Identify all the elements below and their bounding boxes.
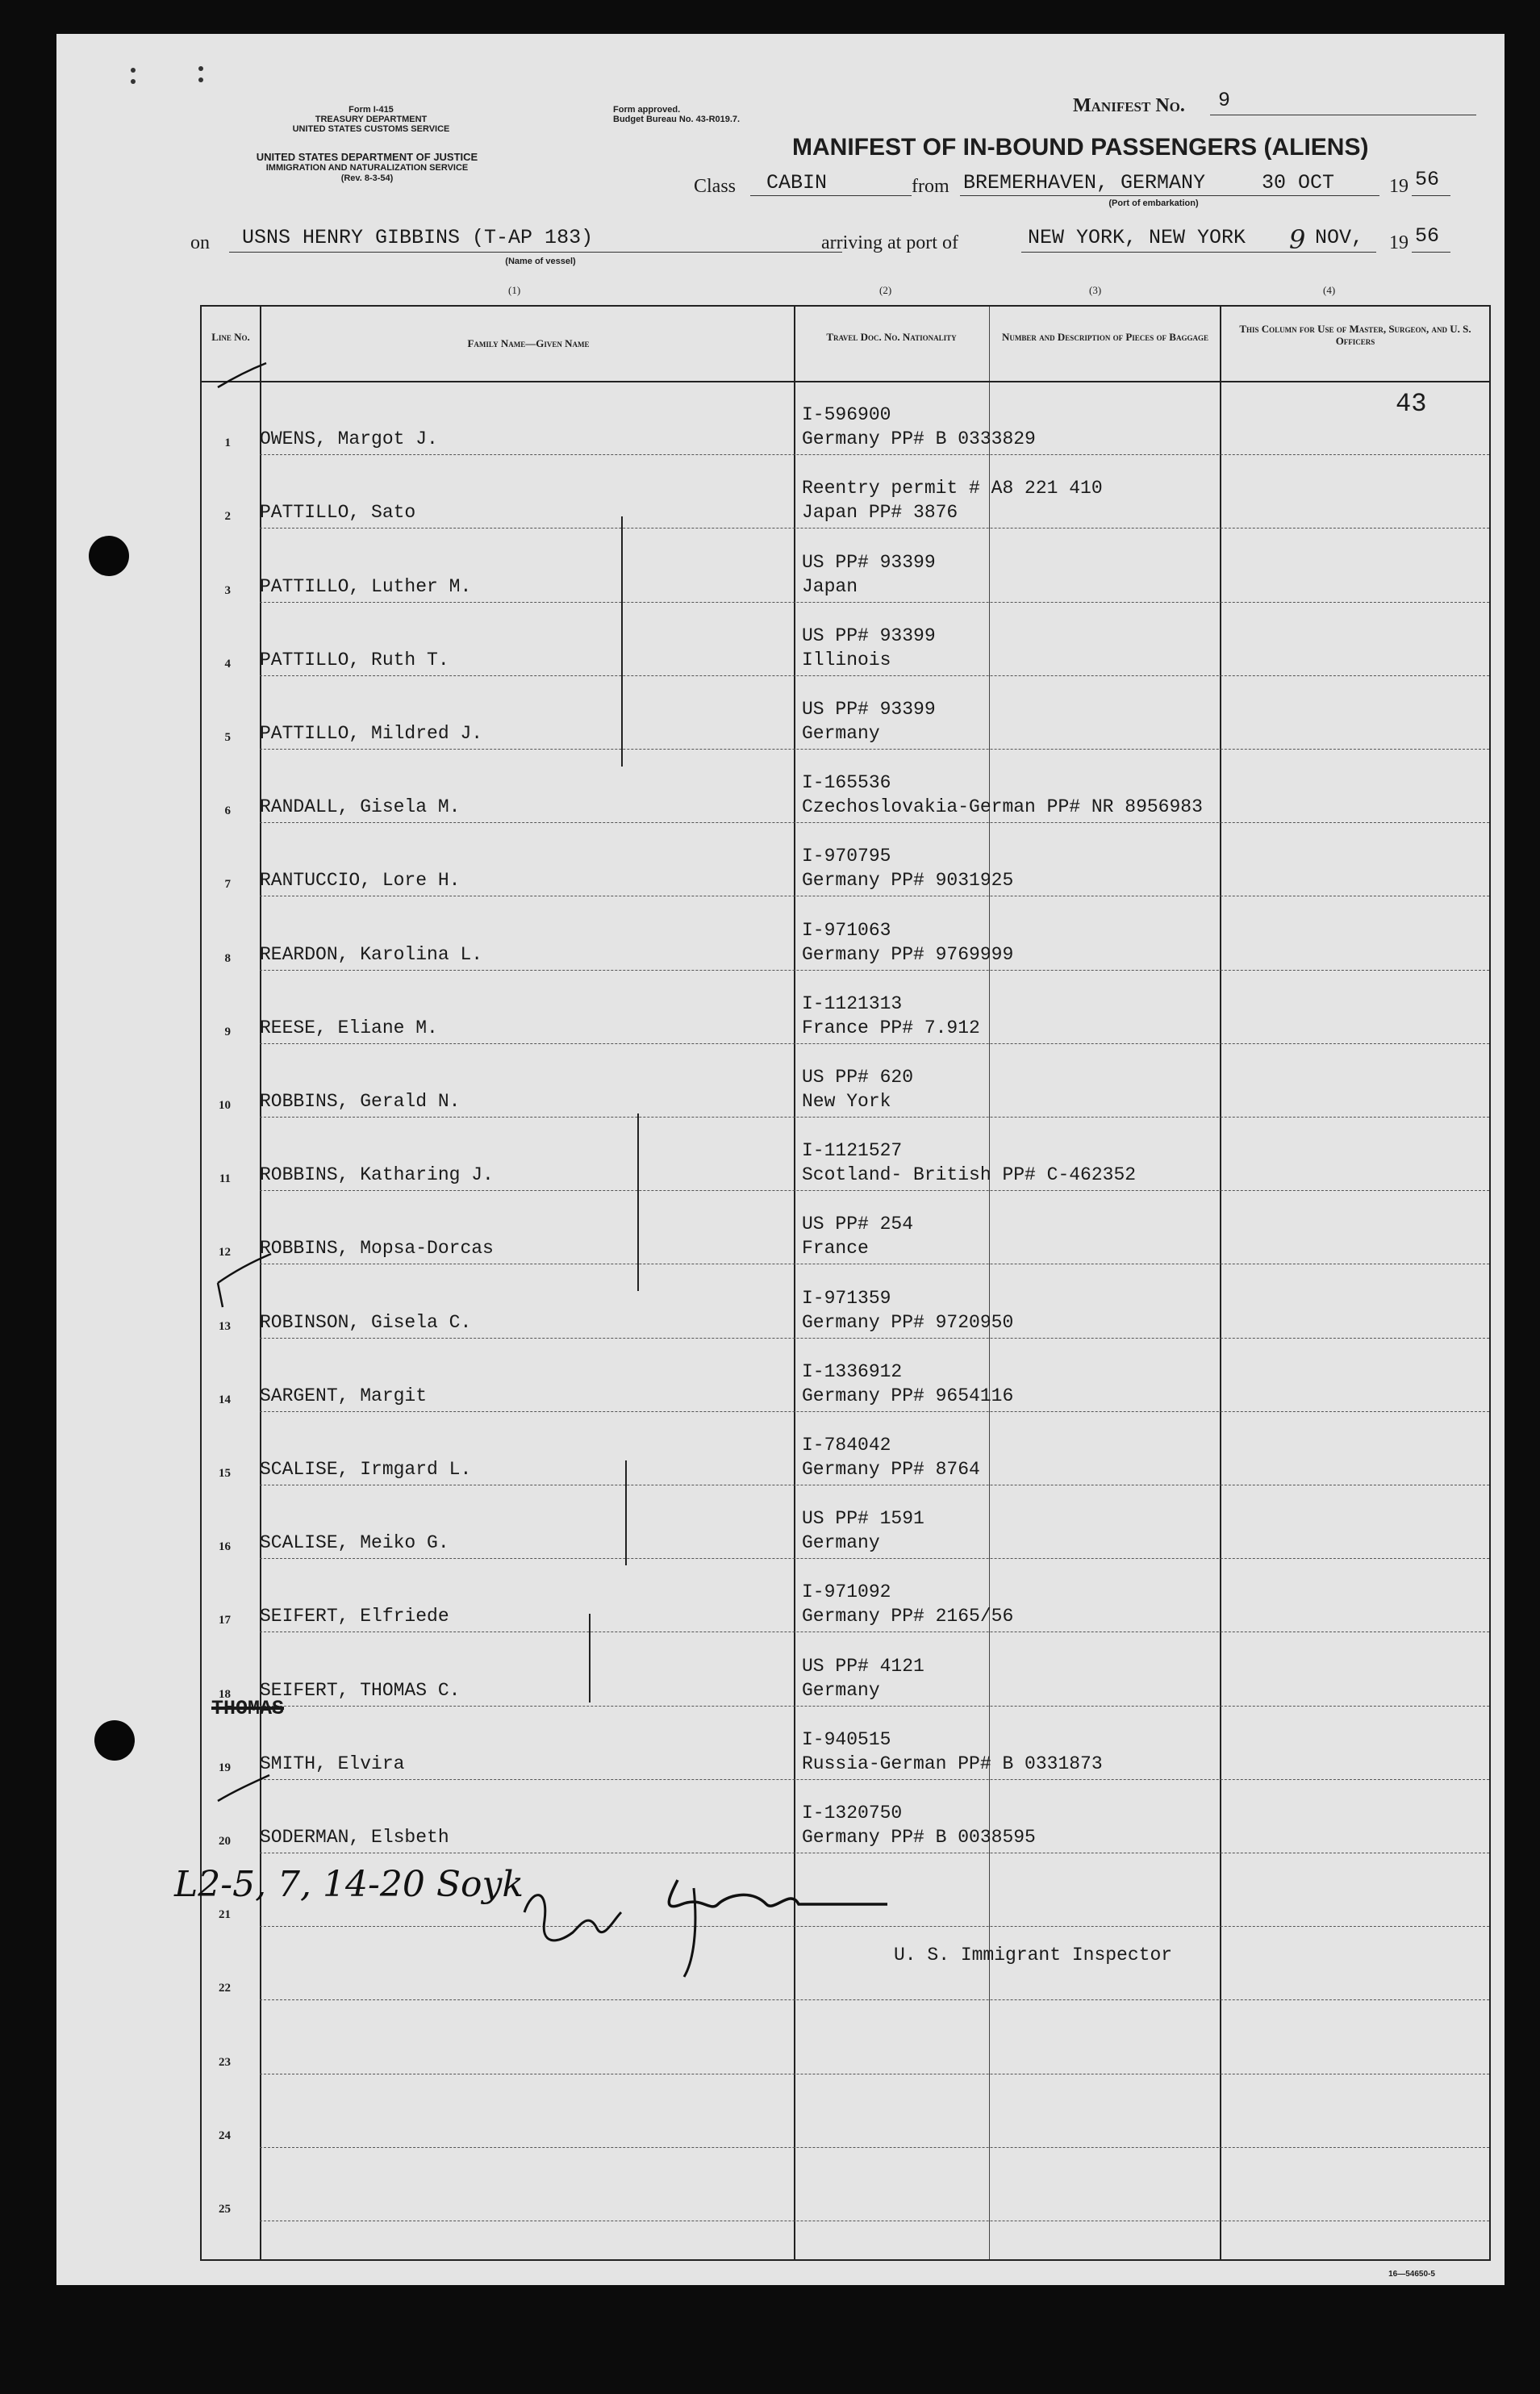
manifest-sheet [56,34,1505,2285]
speck [198,77,203,82]
struck-name: THOMAS [211,1697,285,1720]
passenger-name: SARGENT, Margit [260,1385,428,1406]
row-number: 13 [219,1319,231,1333]
handwritten-line-note: L2-5, 7, 14-20 Soyk [174,1864,524,1905]
from-year: 56 [1415,168,1440,191]
passenger-name: SCALISE, Meiko G. [260,1532,449,1554]
arrival-year: 56 [1415,224,1440,248]
passenger-name: SODERMAN, Elsbeth [260,1827,449,1848]
col-divider-doc [989,307,990,2259]
row-rule [260,1117,1489,1118]
nationality-passport: Japan [802,575,858,597]
row-rule [260,2147,1489,2148]
arrival-port: NEW YORK, NEW YORK [1028,226,1246,249]
row-number: 3 [224,583,231,597]
passenger-name: PATTILLO, Mildred J. [260,723,483,744]
family-bracket [637,1113,639,1291]
on-label: on [190,232,210,253]
row-number: 11 [219,1172,231,1186]
vessel-caption: (Name of vessel) [505,257,576,266]
row-rule [260,1190,1489,1191]
row-rule [260,1043,1489,1044]
row-rule [260,454,1489,455]
nationality-passport: Illinois [802,649,891,671]
form-dept: TREASURY DEPARTMENT [315,115,428,124]
form-customs: UNITED STATES CUSTOMS SERVICE [292,124,450,134]
family-bracket [589,1614,591,1703]
nationality-passport: Germany [802,1679,880,1701]
travel-doc-number: I-971063 [802,919,891,941]
nationality-passport: Germany [802,1532,880,1554]
check-marks [202,307,444,2259]
arrival-day: 9 [1289,224,1306,255]
nationality-passport: Japan PP# 3876 [802,502,958,524]
class-line [750,195,912,196]
col-number-2: (2) [879,284,892,296]
row-rule [260,749,1489,750]
form-justice: UNITED STATES DEPARTMENT OF JUSTICE [256,151,478,163]
passenger-name: PATTILLO, Luther M. [260,575,472,597]
row-number: 12 [219,1246,231,1260]
row-number: 14 [219,1393,231,1406]
travel-doc-number: US PP# 620 [802,1067,914,1088]
row-number: 18 [219,1687,231,1701]
row-rule [260,1411,1489,1412]
passenger-name: OWENS, Margot J. [260,428,438,450]
passenger-name: ROBINSON, Gisela C. [260,1311,472,1333]
from-year-prefix: 19 [1389,176,1409,197]
nationality-passport: New York [802,1091,891,1112]
nationality-passport: Germany PP# 2165/56 [802,1606,1014,1627]
passenger-name: ROBBINS, Katharing J. [260,1164,494,1186]
row-number: 17 [219,1614,231,1627]
arrival-month: NOV, [1315,226,1364,249]
travel-doc-number: I-1121527 [802,1140,903,1162]
passenger-name: PATTILLO, Sato [260,502,416,524]
row-rule [260,970,1489,971]
row-number: 19 [219,1761,231,1774]
nationality-passport: France PP# 7.912 [802,1017,980,1038]
col-number-4: (4) [1323,284,1336,296]
passenger-table [174,305,1491,2261]
row-number: 23 [219,2055,231,2069]
vessel-line [229,252,842,253]
travel-doc-number: I-940515 [802,1728,891,1750]
travel-doc-number: US PP# 93399 [802,625,936,646]
port-caption: (Port of embarkation) [1108,198,1199,208]
passenger-name: SCALISE, Irmgard L. [260,1459,472,1480]
row-number: 4 [224,657,231,671]
travel-doc-number: US PP# 254 [802,1214,914,1235]
from-date: 30 OCT [1262,171,1335,194]
col-divider-baggage [1220,307,1221,2259]
passenger-name: REESE, Eliane M. [260,1017,438,1038]
row-rule [260,1558,1489,1559]
passenger-name: RANDALL, Gisela M. [260,796,461,818]
footer-code: 16—54650-5 [1388,2270,1435,2279]
travel-doc-number: I-596900 [802,404,891,426]
speck [131,68,136,73]
inspector-signature [508,1856,976,2001]
row-number: 25 [219,2203,231,2216]
family-bracket [621,516,623,767]
nationality-passport: Scotland- British PP# C-462352 [802,1164,1137,1186]
passenger-name: REARDON, Karolina L. [260,943,483,965]
from-line [960,195,1379,196]
row-rule [260,1338,1489,1339]
row-number: 9 [224,1025,231,1038]
row-number: 7 [224,878,231,892]
travel-doc-number: I-784042 [802,1435,891,1456]
nationality-passport: France [802,1238,869,1260]
speck [198,66,203,71]
col-number-3: (3) [1089,284,1102,296]
manifest-no-value: 9 [1218,89,1231,112]
passenger-name: ROBBINS, Gerald N. [260,1091,461,1112]
travel-doc-number: I-165536 [802,772,891,794]
row-number: 8 [224,951,231,965]
travel-doc-number: I-971359 [802,1287,891,1309]
form-rev: (Rev. 8-3-54) [340,173,394,183]
approval-line2: Budget Bureau No. 43-R019.7. [613,115,741,124]
row-number: 5 [224,731,231,744]
passenger-name: SEIFERT, Elfriede [260,1606,449,1627]
passenger-name: SMITH, Elvira [260,1753,405,1774]
row-number: 24 [219,2129,231,2142]
travel-doc-number: US PP# 4121 [802,1655,924,1677]
nationality-passport: Germany PP# B 0038595 [802,1827,1036,1848]
binder-hole [94,1720,135,1761]
travel-doc-number: I-1336912 [802,1360,903,1382]
header-travel-doc: Travel Doc. No. Nationality [826,331,957,343]
nationality-passport: Germany PP# 8764 [802,1459,980,1480]
passenger-name: RANTUCCIO, Lore H. [260,870,461,892]
vessel-name: USNS HENRY GIBBINS (T-AP 183) [242,226,594,249]
class-label: Class [694,176,737,197]
form-number: Form I-415 [348,105,394,115]
header-baggage: Number and Description of Pieces of Baggage [1002,331,1208,343]
col-number-1: (1) [508,284,521,296]
row-rule [260,675,1489,676]
officer-note: 43 [1396,389,1427,419]
header-officers: This Column for Use of Master, Surgeon, and U. S. Officers [1239,323,1471,347]
passenger-name: PATTILLO, Ruth T. [260,649,449,671]
row-number: 22 [219,1982,231,1995]
arrival-year-line [1412,252,1450,253]
row-number: 16 [219,1540,231,1554]
header-line-no: Line No. [211,331,250,343]
nationality-passport: Germany PP# 9769999 [802,943,1014,965]
row-number: 10 [219,1099,231,1112]
travel-doc-number: I-970795 [802,846,891,867]
nationality-passport: Germany PP# 9720950 [802,1311,1014,1333]
header-name: Family Name—Given Name [467,337,590,349]
page-title: MANIFEST OF IN-BOUND PASSENGERS (ALIENS) [792,134,1369,161]
row-number: 15 [219,1467,231,1480]
row-rule [260,1706,1489,1707]
passenger-name: ROBBINS, Mopsa-Dorcas [260,1238,494,1260]
nationality-passport: Germany PP# 9031925 [802,870,1014,892]
nationality-passport: Germany PP# 9654116 [802,1385,1014,1406]
from-port: BREMERHAVEN, GERMANY [963,171,1206,194]
family-bracket [625,1460,627,1565]
row-number: 2 [224,510,231,524]
speck [131,79,136,84]
row-number: 1 [224,437,231,450]
form-ins: IMMIGRATION AND NATURALIZATION SERVICE [265,163,469,173]
binder-hole [89,536,129,576]
class-value: CABIN [766,171,828,194]
travel-doc-number: I-1121313 [802,992,903,1014]
arriving-label: arriving at port of [821,232,958,253]
travel-doc-number: I-1320750 [802,1803,903,1824]
from-label: from [912,176,949,197]
travel-doc-number: US PP# 93399 [802,699,936,720]
row-rule [260,528,1489,529]
row-number: 6 [224,804,231,818]
nationality-passport: Germany [802,723,880,744]
manifest-no-label: Manifest No. [1073,95,1185,116]
nationality-passport: Russia-German PP# B 0331873 [802,1753,1103,1774]
passenger-name: SEIFERT, THOMAS C. [260,1679,461,1701]
travel-doc-number: Reentry permit # A8 221 410 [802,478,1103,499]
from-year-line [1412,195,1450,196]
row-rule [260,1779,1489,1780]
approval-line1: Form approved. [613,105,681,115]
arrival-line [1021,252,1376,253]
travel-doc-number: I-971092 [802,1581,891,1603]
travel-doc-number: US PP# 93399 [802,551,936,573]
row-number: 21 [219,1908,231,1922]
inspector-title: U. S. Immigrant Inspector [894,1945,1173,1966]
nationality-passport: Germany PP# B 0333829 [802,428,1036,450]
travel-doc-number: US PP# 1591 [802,1508,924,1530]
nationality-passport: Czechoslovakia-German PP# NR 8956983 [802,796,1203,818]
arrival-year-prefix: 19 [1389,232,1409,253]
row-number: 20 [219,1835,231,1848]
row-rule [260,822,1489,823]
row-rule [260,602,1489,603]
